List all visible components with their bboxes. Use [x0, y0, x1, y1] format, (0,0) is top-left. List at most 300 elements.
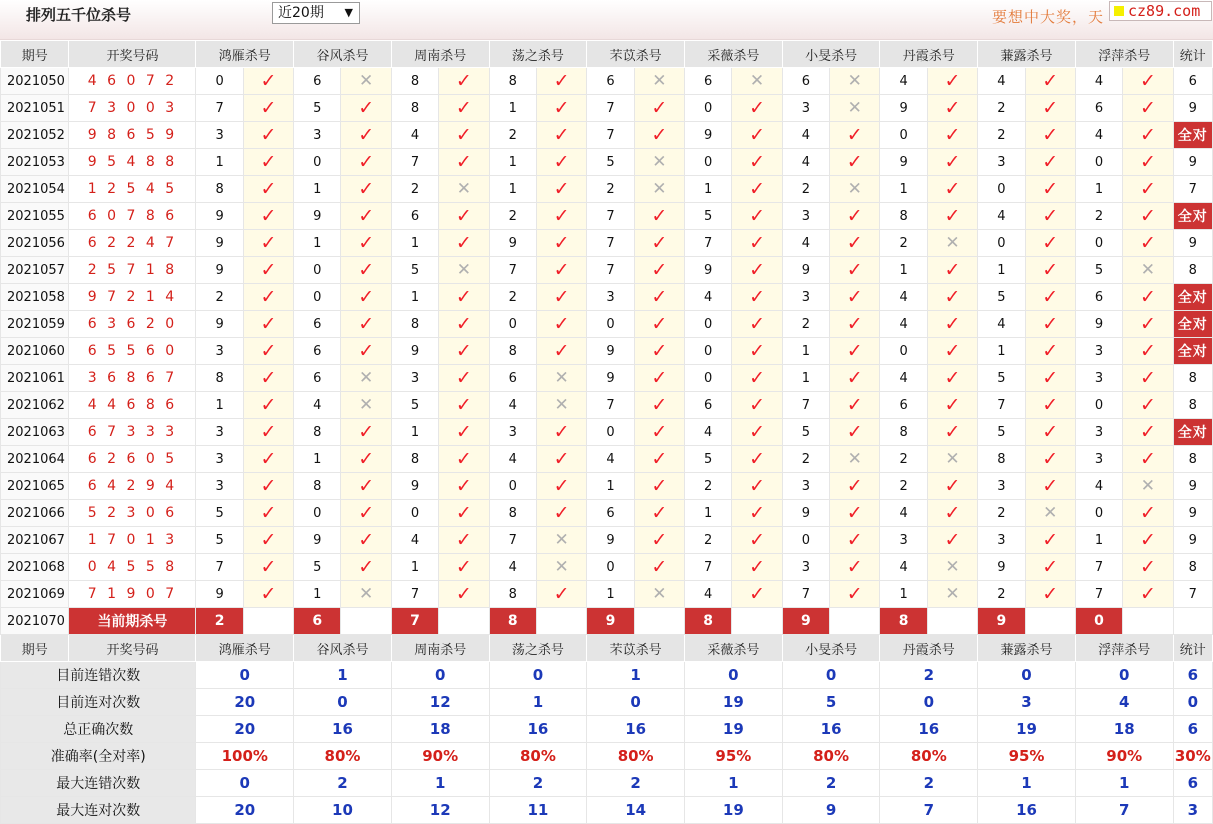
check-icon: ✓ — [944, 502, 961, 524]
kill-number-cell: 2 — [782, 446, 829, 473]
check-icon: ✓ — [260, 286, 277, 308]
check-icon: ✓ — [1139, 556, 1156, 578]
result-cell — [830, 446, 880, 473]
stats-value: 0 — [196, 662, 294, 689]
current-period-cell: 2021070 — [1, 608, 69, 635]
result-cell — [536, 365, 586, 392]
kill-number-cell: 8 — [489, 338, 536, 365]
kill-number-cell: 3 — [782, 284, 829, 311]
header-row-2 — [1, 635, 1213, 662]
kill-number-cell: 9 — [196, 311, 243, 338]
stats-value: 1 — [685, 770, 783, 797]
header-row-1 — [1, 41, 1213, 68]
check-icon: ✓ — [455, 502, 472, 524]
kill-number-cell: 0 — [880, 122, 927, 149]
kill-number-cell: 4 — [782, 122, 829, 149]
check-icon: ✓ — [846, 475, 863, 497]
check-icon: ✓ — [358, 232, 375, 254]
check-icon: ✓ — [260, 340, 277, 362]
result-cell — [830, 230, 880, 257]
check-icon: ✓ — [651, 529, 668, 551]
kill-number-cell: 5 — [294, 95, 341, 122]
stat-count-cell: 8 — [1173, 257, 1212, 284]
current-empty-cell — [243, 608, 293, 635]
result-cell — [634, 95, 684, 122]
result-cell — [1025, 203, 1075, 230]
stats-value: 20 — [196, 797, 294, 824]
result-cell — [927, 527, 977, 554]
col-expert-header[interactable]: 鸿雁杀号 — [196, 635, 294, 662]
kill-number-cell: 3 — [880, 527, 927, 554]
kill-number-cell: 4 — [1075, 122, 1122, 149]
stats-value: 95% — [685, 743, 783, 770]
col-expert-header[interactable]: 蒹露杀号 — [978, 41, 1076, 68]
draw-number-cell: 9 5 4 8 8 — [69, 149, 196, 176]
result-cell — [634, 311, 684, 338]
kill-number-cell: 0 — [587, 311, 634, 338]
check-icon: ✓ — [749, 583, 765, 605]
col-expert-header[interactable]: 周南杀号 — [391, 41, 489, 68]
kill-number-cell: 3 — [196, 473, 243, 500]
check-icon: ✓ — [455, 205, 472, 227]
check-icon: ✓ — [651, 313, 668, 335]
stats-value: 11 — [489, 797, 587, 824]
current-period-row — [1, 608, 1213, 635]
stats-value: 1 — [294, 662, 392, 689]
cross-icon: ✕ — [554, 557, 569, 577]
stats-total: 6 — [1173, 716, 1212, 743]
kill-number-cell: 9 — [196, 581, 243, 608]
stats-label: 最大连对次数 — [1, 797, 196, 824]
result-cell — [536, 581, 586, 608]
result-cell — [341, 284, 391, 311]
draw-number-cell: 6 2 6 0 5 — [69, 446, 196, 473]
check-icon: ✓ — [553, 178, 570, 200]
result-cell — [243, 527, 293, 554]
col-expert-header[interactable]: 浮萍杀号 — [1075, 635, 1173, 662]
result-cell — [341, 581, 391, 608]
stats-row — [1, 662, 1213, 689]
check-icon: ✓ — [651, 421, 668, 443]
kill-number-cell: 3 — [782, 554, 829, 581]
kill-number-cell: 4 — [978, 203, 1025, 230]
kill-number-cell: 7 — [391, 581, 438, 608]
kill-number-cell: 5 — [782, 419, 829, 446]
check-icon: ✓ — [553, 97, 570, 119]
check-icon: ✓ — [749, 232, 765, 254]
draw-number-cell: 7 3 0 0 3 — [69, 95, 196, 122]
current-empty-cell — [634, 608, 684, 635]
result-cell — [830, 311, 880, 338]
kill-number-cell: 3 — [978, 473, 1025, 500]
check-icon: ✓ — [944, 151, 961, 173]
kill-number-cell: 1 — [489, 95, 536, 122]
check-icon: ✓ — [358, 259, 375, 281]
result-cell — [634, 284, 684, 311]
check-icon: ✓ — [651, 448, 668, 470]
kill-number-cell: 3 — [196, 446, 243, 473]
current-empty-cell — [1025, 608, 1075, 635]
col-expert-header[interactable]: 谷风杀号 — [294, 41, 392, 68]
col-expert-header[interactable]: 丹霞杀号 — [880, 41, 978, 68]
stats-value: 0 — [587, 689, 685, 716]
check-icon: ✓ — [455, 448, 472, 470]
table-row — [1, 581, 1213, 608]
kill-number-cell: 5 — [1075, 257, 1122, 284]
check-icon: ✓ — [846, 394, 863, 416]
check-icon: ✓ — [358, 556, 375, 578]
kill-number-cell: 1 — [196, 149, 243, 176]
col-expert-header[interactable]: 小旻杀号 — [782, 41, 880, 68]
result-cell — [830, 554, 880, 581]
col-expert-header[interactable]: 采薇杀号 — [685, 635, 783, 662]
kill-number-cell: 6 — [685, 392, 732, 419]
kill-number-cell: 2 — [880, 446, 927, 473]
result-cell — [634, 338, 684, 365]
check-icon: ✓ — [260, 232, 277, 254]
result-cell — [243, 473, 293, 500]
result-cell — [536, 230, 586, 257]
stat-count-cell: 6 — [1173, 68, 1212, 95]
result-cell — [927, 311, 977, 338]
result-cell — [830, 122, 880, 149]
kill-number-cell: 3 — [1075, 365, 1122, 392]
stats-value: 80% — [294, 743, 392, 770]
result-cell — [1123, 446, 1173, 473]
result-cell — [927, 581, 977, 608]
kill-number-cell: 0 — [685, 365, 732, 392]
result-cell — [732, 365, 782, 392]
col-period-header: 期号 — [1, 635, 69, 662]
kill-number-cell: 9 — [685, 122, 732, 149]
check-icon: ✓ — [260, 151, 277, 173]
table-row — [1, 257, 1213, 284]
check-icon: ✓ — [846, 529, 863, 551]
check-icon: ✓ — [358, 529, 375, 551]
kill-number-cell: 1 — [391, 554, 438, 581]
kill-number-cell: 0 — [685, 149, 732, 176]
kill-number-cell: 4 — [782, 149, 829, 176]
col-expert-header[interactable]: 周南杀号 — [391, 635, 489, 662]
stats-value: 12 — [391, 797, 489, 824]
kill-number-cell: 7 — [782, 581, 829, 608]
kill-number-cell: 0 — [685, 338, 732, 365]
stats-value: 19 — [978, 716, 1076, 743]
result-cell — [830, 392, 880, 419]
period-cell: 2021068 — [1, 554, 69, 581]
kill-number-cell: 8 — [294, 473, 341, 500]
check-icon: ✓ — [1139, 313, 1156, 335]
result-cell — [243, 149, 293, 176]
result-cell — [341, 257, 391, 284]
current-empty-cell — [830, 608, 880, 635]
result-cell — [634, 176, 684, 203]
check-icon: ✓ — [553, 205, 570, 227]
kill-number-cell: 5 — [294, 554, 341, 581]
check-icon: ✓ — [1139, 421, 1156, 443]
result-cell — [927, 392, 977, 419]
kill-number-cell: 0 — [782, 527, 829, 554]
result-cell — [1123, 365, 1173, 392]
stats-value: 2 — [294, 770, 392, 797]
kill-number-cell: 1 — [294, 581, 341, 608]
kill-number-cell: 4 — [880, 68, 927, 95]
check-icon: ✓ — [1139, 178, 1156, 200]
cross-icon: ✕ — [945, 584, 960, 604]
kill-number-cell: 6 — [294, 365, 341, 392]
all-correct-badge: 全对 — [1173, 419, 1212, 446]
stats-value: 14 — [587, 797, 685, 824]
top-bar — [0, 0, 1213, 40]
check-icon: ✓ — [260, 502, 277, 524]
result-cell — [243, 230, 293, 257]
check-icon: ✓ — [846, 286, 863, 308]
kill-number-cell: 3 — [587, 284, 634, 311]
result-cell — [1025, 500, 1075, 527]
result-cell — [536, 95, 586, 122]
kill-number-cell: 3 — [782, 473, 829, 500]
cross-icon: ✕ — [847, 71, 862, 91]
col-expert-header[interactable]: 芣苡杀号 — [587, 41, 685, 68]
col-expert-header[interactable]: 蒹露杀号 — [978, 635, 1076, 662]
kill-number-cell: 9 — [391, 338, 438, 365]
table-row — [1, 176, 1213, 203]
result-cell — [1123, 122, 1173, 149]
result-cell — [439, 95, 489, 122]
kill-number-cell: 3 — [978, 149, 1025, 176]
cross-icon: ✕ — [456, 260, 471, 280]
kill-number-cell: 7 — [196, 554, 243, 581]
result-cell — [1025, 527, 1075, 554]
result-cell — [927, 284, 977, 311]
current-empty-cell — [927, 608, 977, 635]
result-cell — [1123, 176, 1173, 203]
stat-count-cell: 8 — [1173, 365, 1212, 392]
period-select[interactable] — [272, 2, 360, 24]
result-cell — [732, 338, 782, 365]
check-icon: ✓ — [749, 97, 765, 119]
col-expert-header[interactable]: 采薇杀号 — [685, 41, 783, 68]
result-cell — [536, 500, 586, 527]
kill-number-cell: 4 — [1075, 68, 1122, 95]
kill-number-cell: 8 — [391, 311, 438, 338]
kill-number-cell: 5 — [978, 419, 1025, 446]
check-icon: ✓ — [1042, 313, 1059, 335]
check-icon: ✓ — [260, 178, 277, 200]
result-cell — [341, 176, 391, 203]
kill-number-cell: 7 — [685, 554, 732, 581]
kill-number-cell: 4 — [880, 284, 927, 311]
col-expert-header[interactable]: 荡之杀号 — [489, 41, 587, 68]
result-cell — [1123, 203, 1173, 230]
kill-number-cell: 6 — [1075, 284, 1122, 311]
check-icon: ✓ — [749, 205, 765, 227]
kill-number-cell: 0 — [294, 257, 341, 284]
result-cell — [439, 392, 489, 419]
check-icon: ✓ — [651, 367, 668, 389]
result-cell — [1025, 284, 1075, 311]
site-badge[interactable] — [1109, 1, 1212, 21]
check-icon: ✓ — [260, 556, 277, 578]
col-expert-header[interactable]: 鸿雁杀号 — [196, 41, 294, 68]
kill-number-cell: 9 — [685, 257, 732, 284]
all-correct-badge: 全对 — [1173, 338, 1212, 365]
draw-number-cell: 9 7 2 1 4 — [69, 284, 196, 311]
result-cell — [439, 338, 489, 365]
promo-text[interactable]: 要想中大奖，天 — [992, 8, 1105, 26]
current-kill-number: 8 — [880, 608, 927, 635]
kill-number-cell: 9 — [391, 473, 438, 500]
cross-icon: ✕ — [554, 530, 569, 550]
cross-icon: ✕ — [1140, 260, 1156, 280]
kill-number-cell: 5 — [587, 149, 634, 176]
all-correct-badge: 全对 — [1173, 122, 1212, 149]
stat-count-cell: 7 — [1173, 176, 1212, 203]
kill-number-cell: 8 — [196, 365, 243, 392]
result-cell — [634, 230, 684, 257]
check-icon: ✓ — [651, 232, 668, 254]
result-cell — [341, 473, 391, 500]
check-icon: ✓ — [944, 97, 961, 119]
stats-row — [1, 716, 1213, 743]
check-icon: ✓ — [1042, 421, 1059, 443]
result-cell — [927, 122, 977, 149]
kill-number-cell: 2 — [880, 230, 927, 257]
check-icon: ✓ — [1042, 448, 1059, 470]
kill-number-cell: 5 — [196, 500, 243, 527]
result-cell — [243, 554, 293, 581]
stat-count-cell: 8 — [1173, 446, 1212, 473]
current-kill-number: 6 — [294, 608, 341, 635]
result-cell — [243, 338, 293, 365]
check-icon: ✓ — [553, 232, 570, 254]
stats-value: 9 — [782, 797, 880, 824]
kill-number-cell: 0 — [978, 230, 1025, 257]
check-icon: ✓ — [846, 583, 863, 605]
kill-number-cell: 1 — [294, 446, 341, 473]
col-expert-header[interactable]: 浮萍杀号 — [1075, 41, 1173, 68]
col-expert-header[interactable]: 荡之杀号 — [489, 635, 587, 662]
stats-value: 1 — [391, 770, 489, 797]
result-cell — [634, 527, 684, 554]
kill-number-cell: 1 — [391, 230, 438, 257]
draw-number-cell: 7 1 9 0 7 — [69, 581, 196, 608]
check-icon: ✓ — [1139, 340, 1156, 362]
kill-number-cell: 7 — [1075, 554, 1122, 581]
result-cell — [1025, 176, 1075, 203]
col-expert-header[interactable]: 小旻杀号 — [782, 635, 880, 662]
result-cell — [830, 176, 880, 203]
kill-number-cell: 0 — [1075, 392, 1122, 419]
result-cell — [634, 554, 684, 581]
check-icon: ✓ — [944, 124, 961, 146]
result-cell — [830, 500, 880, 527]
result-cell — [927, 338, 977, 365]
result-cell — [1025, 95, 1075, 122]
col-stat-header: 统计 — [1173, 41, 1212, 68]
stats-label: 目前连对次数 — [1, 689, 196, 716]
result-cell — [732, 95, 782, 122]
result-cell — [536, 203, 586, 230]
check-icon: ✓ — [846, 259, 863, 281]
kill-number-cell: 6 — [1075, 95, 1122, 122]
draw-number-cell: 6 4 2 9 4 — [69, 473, 196, 500]
kill-number-cell: 1 — [391, 419, 438, 446]
result-cell — [243, 311, 293, 338]
check-icon: ✓ — [260, 259, 277, 281]
stats-value: 20 — [196, 689, 294, 716]
kill-number-cell: 0 — [489, 473, 536, 500]
result-cell — [927, 95, 977, 122]
table-row — [1, 392, 1213, 419]
period-cell: 2021055 — [1, 203, 69, 230]
result-cell — [1123, 311, 1173, 338]
result-cell — [1123, 419, 1173, 446]
check-icon: ✓ — [260, 421, 277, 443]
kill-number-cell: 3 — [1075, 446, 1122, 473]
result-cell — [1123, 527, 1173, 554]
kill-number-cell: 8 — [294, 419, 341, 446]
kill-number-cell: 1 — [685, 500, 732, 527]
result-cell — [927, 203, 977, 230]
check-icon: ✓ — [846, 313, 863, 335]
check-icon: ✓ — [651, 394, 668, 416]
result-cell — [243, 500, 293, 527]
check-icon: ✓ — [1042, 286, 1059, 308]
kill-number-cell: 0 — [880, 338, 927, 365]
result-cell — [1025, 419, 1075, 446]
stats-value: 100% — [196, 743, 294, 770]
stats-value: 20 — [196, 716, 294, 743]
result-cell — [1025, 554, 1075, 581]
kill-number-cell: 8 — [880, 203, 927, 230]
check-icon: ✓ — [358, 124, 375, 146]
kill-number-cell: 0 — [391, 500, 438, 527]
col-expert-header[interactable]: 谷风杀号 — [294, 635, 392, 662]
stats-value: 7 — [1075, 797, 1173, 824]
kill-number-cell: 0 — [294, 284, 341, 311]
result-cell — [634, 419, 684, 446]
result-cell — [439, 500, 489, 527]
check-icon: ✓ — [651, 97, 668, 119]
result-cell — [1025, 338, 1075, 365]
kill-number-cell: 4 — [978, 68, 1025, 95]
check-icon: ✓ — [455, 97, 472, 119]
check-icon: ✓ — [651, 286, 668, 308]
result-cell — [439, 446, 489, 473]
result-cell — [634, 365, 684, 392]
result-cell — [536, 338, 586, 365]
table-row — [1, 473, 1213, 500]
check-icon: ✓ — [455, 529, 472, 551]
result-cell — [1123, 257, 1173, 284]
current-kill-number: 7 — [391, 608, 438, 635]
current-kill-number: 0 — [1075, 608, 1122, 635]
result-cell — [1025, 311, 1075, 338]
stats-value: 80% — [489, 743, 587, 770]
result-cell — [439, 149, 489, 176]
result-cell — [243, 176, 293, 203]
stats-row — [1, 770, 1213, 797]
result-cell — [732, 500, 782, 527]
draw-number-cell: 6 7 3 3 3 — [69, 419, 196, 446]
page-title: 排列五千位杀号 — [26, 6, 132, 24]
check-icon: ✓ — [1042, 70, 1059, 92]
col-draw-header: 开奖号码 — [69, 635, 196, 662]
col-expert-header[interactable]: 丹霞杀号 — [880, 635, 978, 662]
col-expert-header[interactable]: 芣苡杀号 — [587, 635, 685, 662]
stat-count-cell: 9 — [1173, 95, 1212, 122]
